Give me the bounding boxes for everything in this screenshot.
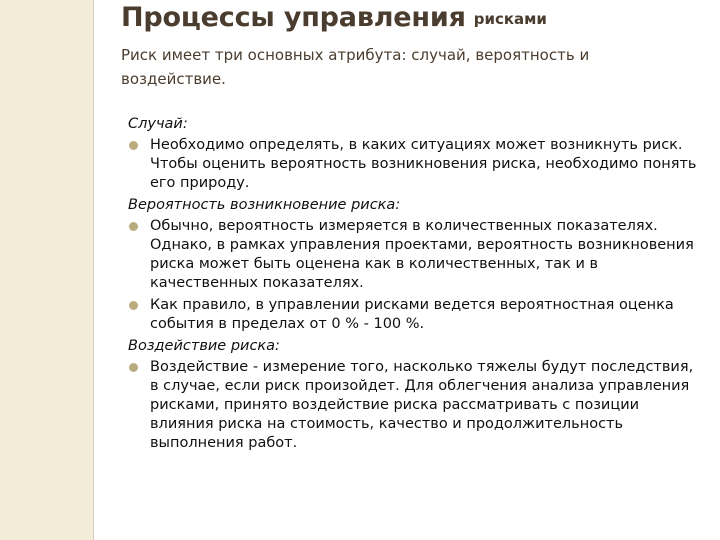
bullet-text: Обычно, вероятность измеряется в количественных показателях. Однако, в рамках управления проектами, вероятность возникновения риска может быть оценена как в количественных, так и в качественных показателях. (150, 218, 694, 291)
title-main: Процессы управления (121, 2, 466, 33)
slide-content (128, 115, 700, 456)
slide-title (121, 2, 547, 33)
bullet-item (128, 358, 700, 453)
bullet-dot-icon (129, 363, 138, 372)
bullet-dot-icon (129, 141, 138, 150)
bullet-item (128, 136, 700, 193)
section-heading-probability: Вероятность возникновение риска: (128, 197, 401, 213)
section-heading-case: Случай: (128, 116, 188, 132)
left-decorative-band (0, 0, 93, 540)
bullet-item (128, 296, 700, 334)
bullet-text: Необходимо определять, в каких ситуациях может возникнуть риск. Чтобы оценить вероятность возникновения риска, необходимо понять его природу. (150, 137, 697, 191)
title-small: рисками (473, 10, 547, 28)
slide-subtitle: Риск имеет три основных атрибута: случай, вероятность и воздействие. (121, 46, 590, 88)
bullet-text: Воздействие - измерение того, насколько тяжелы будут последствия, в случае, если риск произойдет. Для облегчения анализа управления рисками, принято воздействие риска рассматривать с позиции влияния риска на стоимость, качество и продолжительность выполнения работ. (150, 359, 694, 451)
bullet-text: Как правило, в управлении рисками ведется вероятностная оценка события в пределах от 0 % - 100 %. (150, 297, 674, 332)
bullet-dot-icon (129, 301, 138, 310)
bullet-dot-icon (129, 222, 138, 231)
section-heading-impact: Воздействие риска: (128, 338, 280, 354)
bullet-item (128, 217, 700, 293)
